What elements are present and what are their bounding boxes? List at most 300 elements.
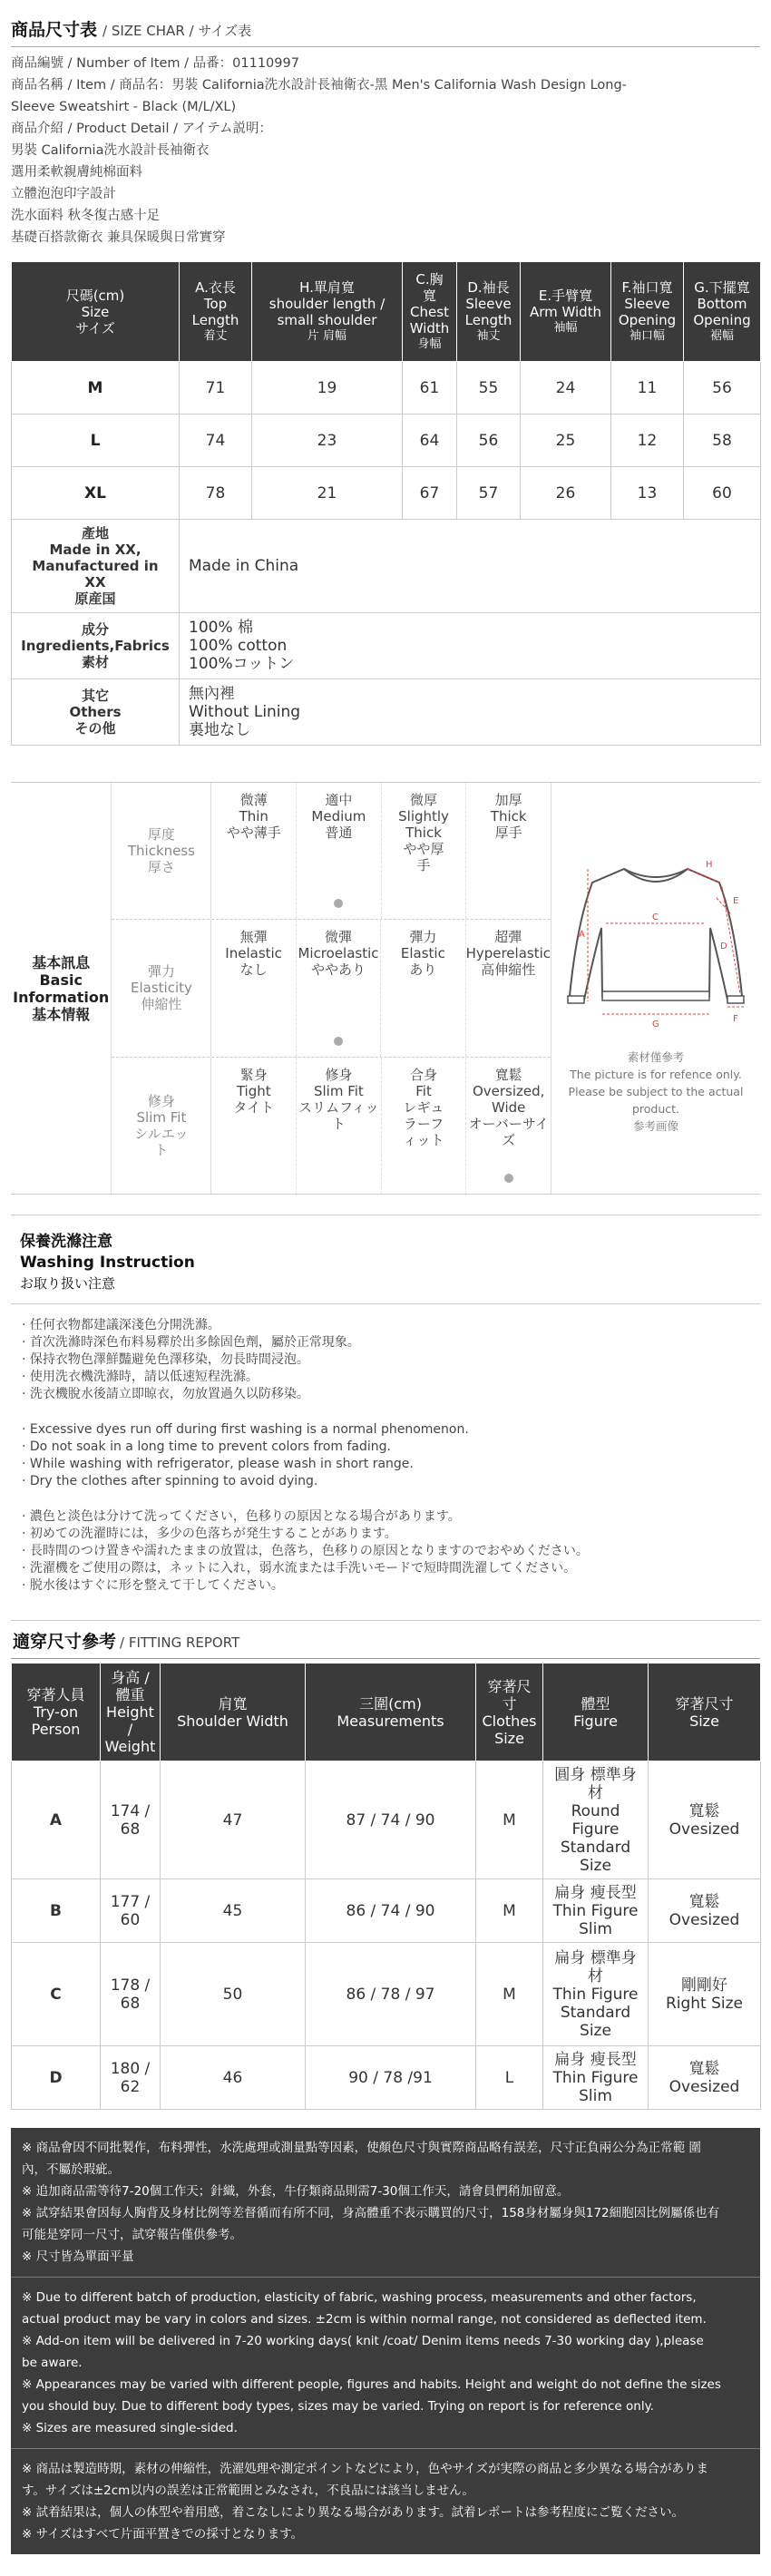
option-line: Slim Fit xyxy=(313,1082,364,1099)
cell-line: 材 xyxy=(588,1783,603,1802)
option-line: オーバーサイ xyxy=(468,1115,549,1132)
washing-line: · Do not soak in a long time to prevent colors from fading. xyxy=(22,1439,391,1454)
option-line: ややあり xyxy=(310,961,366,979)
washing-line: · 長時間のつけ置きや濡れたままの放置は，色落ち，色移りの原因となりますのでおやめください。 xyxy=(22,1544,589,1558)
garment-diagram-panel xyxy=(551,783,760,1194)
cell-line: Ovesized xyxy=(669,2077,740,2096)
option-line: Slightly xyxy=(398,808,449,825)
cell-line: Slim xyxy=(579,2086,612,2105)
header-line: 尺碼(cm) xyxy=(65,287,125,304)
size-value: 64 xyxy=(403,415,457,467)
header-line: Sleeve xyxy=(465,295,512,312)
header-line: サイズ xyxy=(75,319,115,337)
fit-option-slim xyxy=(297,1058,382,1194)
fit-option-tight xyxy=(211,1058,297,1194)
cell-line: Slim xyxy=(579,1919,612,1938)
header-line: E.手臂寬 xyxy=(538,287,593,304)
height-weight-header xyxy=(101,1664,161,1761)
selected-dot-icon xyxy=(504,1174,513,1183)
fit-size-cell xyxy=(649,1761,761,1879)
washing-line: · 濃色と淡色は分けて洗ってください，色移りの原因となる場合があります。 xyxy=(22,1509,461,1524)
header-line: Person xyxy=(31,1721,81,1738)
washing-line: · 任何衣物都建議深淺色分開洗滌。 xyxy=(22,1318,220,1332)
note-line: ※ Due to different batch of production, elasticity of fabric, washing process, measurements and other factors, xyxy=(22,2290,697,2305)
option-line: 手 xyxy=(416,857,431,873)
washing-line: · 脱水後はすぐに形を整えて干してください。 xyxy=(22,1578,284,1593)
option-line: Tight xyxy=(236,1082,271,1099)
info-line: 基礎百搭款衛衣 兼具保暖與日常實穿 xyxy=(11,230,226,245)
cell-line: 扁身 標準身 xyxy=(554,1948,637,1967)
selected-dot-icon xyxy=(334,1037,343,1046)
thickness-option-thin xyxy=(211,783,297,919)
note-line: ※ 尺寸皆為單面平量 xyxy=(22,2249,134,2264)
option-line: 超彈 xyxy=(494,929,522,946)
notes-chinese xyxy=(11,2128,760,2277)
header-line: 穿著尺 xyxy=(487,1677,532,1695)
size-value: 58 xyxy=(684,415,761,467)
note-line: ※ 商品は製造時期，素材の伸縮性，洗濯処理や測定ポイントなどにより，色やサイズが実際の商品と多少異なる場合がありま xyxy=(22,2462,709,2476)
title-main: 商品尺寸表 xyxy=(11,20,98,40)
person-cell: B xyxy=(12,1879,101,1943)
size-value: 26 xyxy=(521,467,611,520)
info-line: 商品介紹 / Product Detail / アイテム説明： xyxy=(11,122,273,136)
option-line: タイト xyxy=(233,1098,275,1116)
header-line: 着丈 xyxy=(203,328,228,343)
option-line: 普通 xyxy=(325,825,353,841)
washing-line: · 洗濯機をご使用の際は，ネットに入れ，弱水流または手洗いモードで短時間洗濯してください。 xyxy=(22,1561,577,1576)
basic-info-label xyxy=(11,783,112,1194)
option-line: Wide xyxy=(491,1098,526,1116)
fitting-row-b xyxy=(12,1879,761,1943)
note-line: ※ サイズはすべて片面平置きでの採寸となります。 xyxy=(22,2527,304,2542)
option-line: Microelastic xyxy=(298,945,379,962)
fit-size-cell xyxy=(649,2046,761,2110)
option-line: 高伸縮性 xyxy=(481,961,536,979)
header-line: 原産国 xyxy=(74,590,116,607)
shoulder-cell: 47 xyxy=(161,1761,306,1879)
header-line: XX xyxy=(84,574,106,590)
header-line: small shoulder xyxy=(277,311,377,328)
height-weight-cell xyxy=(101,1761,161,1879)
header-line: Shoulder Width xyxy=(177,1712,288,1730)
header-line: 穿著尺寸 xyxy=(675,1694,734,1712)
notes-english xyxy=(11,2277,760,2448)
height-weight-cell xyxy=(101,1943,161,2046)
cell-line: Thin Figure xyxy=(552,2068,639,2087)
note-line: ※ Add-on item will be delivered in 7-20 working days( knit /coat/ Denim items needs 7-30 working day ),please xyxy=(22,2334,704,2348)
info-line: 男裝 California洗水設計長袖衛衣 xyxy=(11,143,210,158)
note-line: 可能是穿同一尺寸，試穿報告僅供參考。 xyxy=(22,2228,242,2242)
col-arm-width-header xyxy=(521,262,611,362)
option-line: 寬鬆 xyxy=(494,1066,522,1083)
note-line: 內，不屬於瑕疵。 xyxy=(22,2162,120,2177)
title-sub: / SIZE CHAR / サイズ表 xyxy=(102,23,252,39)
shoulder-cell: 46 xyxy=(161,2046,306,2110)
origin-header xyxy=(12,520,180,613)
washing-section xyxy=(11,1215,760,1605)
height-weight-cell xyxy=(101,2046,161,2110)
shoulder-header xyxy=(161,1664,306,1761)
diagram-label: C xyxy=(652,912,659,922)
size-table-header xyxy=(12,262,761,362)
size-value: 56 xyxy=(457,415,521,467)
fabric-row xyxy=(12,613,761,679)
cell-line: 圓身 標準身 xyxy=(554,1765,637,1784)
header-line: 三圍(cm) xyxy=(359,1694,422,1712)
sweatshirt-diagram-icon xyxy=(561,842,751,1041)
size-value: 23 xyxy=(252,415,403,467)
washing-line: · 洗衣機脫水後請立即晾衣，勿放置過久以防移染。 xyxy=(22,1387,309,1401)
note-line: ※ 追加商品需等待7-20個工作天；針織，外套，牛仔類商品則需7-30個工作天，請會員們稍加留意。 xyxy=(22,2184,570,2199)
person-header xyxy=(12,1664,101,1761)
note-line: ※ Sizes are measured single-sided. xyxy=(22,2421,238,2435)
header-line: 素材 xyxy=(81,654,109,670)
value-line: Without Lining xyxy=(189,703,301,721)
option-line: スリムフィッ xyxy=(298,1098,379,1116)
cell-line: Thin Figure xyxy=(552,1985,639,2004)
col-sleeve-length-header xyxy=(457,262,521,362)
clothes-size-cell: M xyxy=(476,1879,543,1943)
option-line: レギュ xyxy=(403,1098,444,1116)
origin-value xyxy=(180,520,761,613)
note-line: be aware. xyxy=(22,2356,83,2370)
header-line: 成分 xyxy=(81,621,109,638)
title-line: Washing Instruction xyxy=(20,1254,195,1272)
cell-line: Size xyxy=(580,1856,611,1875)
fitting-title-sub: / FITTING REPORT xyxy=(120,1634,240,1651)
cell-line: 材 xyxy=(588,1966,603,1986)
label-line: 修身 xyxy=(147,1092,175,1109)
size-label: M xyxy=(12,362,180,415)
fabric-value xyxy=(180,613,761,679)
cell-line: 180 / xyxy=(110,2059,151,2078)
header-line: その他 xyxy=(74,720,116,737)
measurements-cell: 90 / 78 /91 xyxy=(306,2046,476,2110)
measurements-header xyxy=(306,1664,476,1761)
clothes-size-cell: M xyxy=(476,1943,543,2046)
header-line: Length xyxy=(191,311,239,328)
size-row-l xyxy=(12,415,761,467)
figure-cell xyxy=(543,1761,649,1879)
option-line: 無彈 xyxy=(239,929,268,946)
size-value: 78 xyxy=(180,467,252,520)
fit-size-header xyxy=(649,1664,761,1761)
size-value: 71 xyxy=(180,362,252,415)
option-line: Thick xyxy=(490,808,527,825)
cell-line: 60 xyxy=(120,1910,141,1929)
cell-line: Standard xyxy=(560,2003,631,2022)
label-line: Basic xyxy=(39,971,83,989)
shoulder-cell: 45 xyxy=(161,1879,306,1943)
washing-line: · Dry the clothes after spinning to avoid dying. xyxy=(22,1474,318,1488)
size-table xyxy=(11,261,761,746)
figure-header xyxy=(543,1664,649,1761)
option-line: 適中 xyxy=(325,792,353,808)
notes-japanese xyxy=(11,2448,760,2554)
option-line: なし xyxy=(239,961,268,979)
header-line: Bottom xyxy=(697,295,747,312)
basic-info-section xyxy=(11,782,760,1195)
note-line: ※ 試穿結果會因每人胸背及身材比例等差督循而有所不同，身高體重不表示購買的尺寸，158身材屬身與172細胞因比例屬係也有 xyxy=(22,2206,720,2220)
cell-line: 174 / xyxy=(110,1801,151,1820)
diagram-label: E xyxy=(733,896,739,906)
value-line: 裏地なし xyxy=(189,721,250,739)
header-line: F.袖口寬 xyxy=(621,278,673,296)
fitting-title xyxy=(11,1620,760,1659)
header-line: 袖丈 xyxy=(476,328,501,343)
header-line: G.下擺寬 xyxy=(694,278,750,296)
option-line: 微彈 xyxy=(324,929,352,946)
header-line: Length xyxy=(464,311,512,328)
cell-line: Ovesized xyxy=(669,1910,740,1929)
value-line: 100%コットン xyxy=(189,655,295,673)
size-label: XL xyxy=(12,467,180,520)
fitting-row-a xyxy=(12,1761,761,1879)
header-line: D.袖長 xyxy=(467,278,510,296)
note-line: The picture is for refence only. xyxy=(570,1068,742,1081)
header-line: Made in XX, xyxy=(49,542,142,558)
option-line: 加厚 xyxy=(494,792,522,808)
option-line: やや薄手 xyxy=(226,825,281,841)
option-line: 彈力 xyxy=(409,929,437,946)
value-line: Made in China xyxy=(189,557,299,575)
option-line: ト xyxy=(331,1115,346,1132)
title-line: 保養洗滌注意 xyxy=(20,1233,112,1251)
fitting-header-row xyxy=(12,1664,761,1761)
col-chest-header xyxy=(403,262,457,362)
others-header xyxy=(12,679,180,746)
note-line: actual product may be vary in colors and sizes. ±2cm is within normal range, not considered as deflected item. xyxy=(22,2312,707,2327)
clothes-size-cell: L xyxy=(476,2046,543,2110)
note-line: ※ 商品會因不同批製作，布料彈性，水洗處理或測量點等因素，使顏色尺寸與實際商品略有誤差，尺寸正負兩公分為正常範 圍 xyxy=(22,2141,701,2155)
others-row xyxy=(12,679,761,746)
cell-line: 寬鬆 xyxy=(688,1892,720,1911)
size-value: 13 xyxy=(611,467,684,520)
size-label: L xyxy=(12,415,180,467)
diagram-label: A xyxy=(579,930,585,940)
note-line: ※ Appearances may be varied with different people, figures and habits. Height and weight do not define the sizes xyxy=(22,2377,721,2392)
size-value: 56 xyxy=(684,362,761,415)
header-line: Others xyxy=(69,704,122,720)
size-value: 25 xyxy=(521,415,611,467)
label-line: Information xyxy=(13,988,110,1006)
others-value xyxy=(180,679,761,746)
note-line: product. xyxy=(631,1102,680,1116)
option-line: Thin xyxy=(239,808,268,825)
info-line: 商品名稱 / Item / 商品名：男裝 California洗水設計長袖衛衣-黑 Men's California Wash Design Long- xyxy=(11,78,627,93)
shoulder-cell: 50 xyxy=(161,1943,306,2046)
size-row-m xyxy=(12,362,761,415)
product-info xyxy=(11,53,760,249)
col-shoulder-header xyxy=(252,262,403,362)
header-line: 穿著人員 xyxy=(26,1686,85,1703)
header-line: 身幅 xyxy=(417,337,442,351)
cell-line: 178 / xyxy=(110,1976,151,1995)
size-value: 74 xyxy=(180,415,252,467)
option-line: Thick xyxy=(405,825,442,841)
size-value: 61 xyxy=(403,362,457,415)
label-line: Thickness xyxy=(127,843,195,860)
diagram-label: F xyxy=(733,1014,738,1024)
header-line: Chest xyxy=(410,303,449,320)
header-line: Weight xyxy=(104,1738,156,1755)
fit-option-oversized xyxy=(466,1058,551,1194)
washing-title xyxy=(11,1215,760,1304)
header-line: shoulder length / xyxy=(268,295,386,312)
note-line: ※ 試着結果は，個人の体型や着用感，着こなしにより異なる場合があります。試着レポートは参考程度にご覧ください。 xyxy=(22,2505,685,2520)
size-value: 11 xyxy=(611,362,684,415)
cell-line: Figure xyxy=(571,1820,620,1839)
value-line: 100% cotton xyxy=(189,637,288,655)
header-line: 體重 xyxy=(115,1686,145,1703)
person-cell: C xyxy=(12,1943,101,2046)
header-line: 片 肩幅 xyxy=(307,328,347,343)
diagram-label: H xyxy=(706,860,713,870)
cell-line: 寬鬆 xyxy=(688,1801,720,1820)
option-line: 合身 xyxy=(410,1066,438,1083)
header-line: / xyxy=(127,1721,133,1738)
size-value: 19 xyxy=(252,362,403,415)
info-line: 洗水面料 秋冬復古感十足 xyxy=(11,209,161,223)
size-value: 24 xyxy=(521,362,611,415)
header-line: 袖幅 xyxy=(553,320,578,335)
info-line: 商品編號 / Number of Item / 品番：01110997 xyxy=(11,56,299,71)
diagram-label: D xyxy=(720,942,727,951)
cell-line: Right Size xyxy=(665,1994,744,2013)
info-line: 立體泡泡印字設計 xyxy=(11,187,116,201)
header-line: Figure xyxy=(573,1712,618,1730)
height-weight-cell xyxy=(101,1879,161,1943)
fit-label xyxy=(112,1058,211,1194)
header-line: Try-on xyxy=(33,1703,79,1721)
fit-size-cell xyxy=(649,1879,761,1943)
option-line: 微薄 xyxy=(239,792,268,808)
col-sleeve-opening-header xyxy=(611,262,684,362)
header-line: 袖口幅 xyxy=(629,328,665,343)
label-line: 基本訊息 xyxy=(32,953,91,971)
washing-line: · 保持衣物色澤鮮豔避免色澤移染，勿長時間浸泡。 xyxy=(22,1352,309,1367)
thickness-option-slightly-thick xyxy=(382,783,467,919)
option-line: Hyperelastic xyxy=(465,945,551,962)
washing-body xyxy=(11,1304,760,1605)
cell-line: 寬鬆 xyxy=(688,2059,720,2078)
note-line: 参考画像 xyxy=(632,1119,678,1133)
option-line: やや厚 xyxy=(403,841,444,857)
header-line: Top xyxy=(203,295,228,312)
notes-panel xyxy=(11,2128,760,2554)
cell-line: 68 xyxy=(120,1994,141,2013)
elasticity-label xyxy=(112,920,211,1056)
measurements-cell: 86 / 74 / 90 xyxy=(306,1879,476,1943)
header-line: Measurements xyxy=(337,1712,444,1730)
elasticity-row xyxy=(112,920,551,1057)
fit-option-regular xyxy=(382,1058,467,1194)
note-line: す。サイズは±2cm以内の誤差は正常範囲とみなされ，不良品には該当しません。 xyxy=(22,2483,474,2498)
clothes-size-header xyxy=(476,1664,543,1761)
header-line: Sleeve xyxy=(624,295,670,312)
size-row-xl xyxy=(12,467,761,520)
option-line: 微厚 xyxy=(410,792,438,808)
label-line: 厚さ xyxy=(147,859,175,876)
selected-dot-icon xyxy=(334,899,343,908)
fabric-header xyxy=(12,613,180,679)
header-line: 寸 xyxy=(502,1694,517,1712)
label-line: シルエッ xyxy=(134,1125,189,1142)
size-value: 67 xyxy=(403,467,457,520)
note-line: Please be subject to the actual xyxy=(568,1085,744,1098)
header-line: Ingredients,Fabrics xyxy=(21,638,170,654)
figure-cell xyxy=(543,2046,649,2110)
washing-line: · Excessive dyes run off during first washing is a normal phenomenon. xyxy=(22,1422,469,1437)
header-line: 產地 xyxy=(81,525,109,542)
cell-line: Size xyxy=(580,2021,611,2040)
thickness-row xyxy=(112,783,551,920)
header-line: Opening xyxy=(618,311,677,328)
cell-line: 177 / xyxy=(110,1892,151,1911)
washing-line: · 使用洗衣機洗滌時，請以低速短程洗滌。 xyxy=(22,1370,259,1384)
header-line: Width xyxy=(409,319,450,337)
info-line: 選用柔軟親膚純棉面料 xyxy=(11,165,142,180)
size-value: 21 xyxy=(252,467,403,520)
cell-line: Round xyxy=(571,1801,620,1820)
fitting-row-d xyxy=(12,2046,761,2110)
header-line: Size xyxy=(689,1712,719,1730)
elasticity-option-elastic xyxy=(381,920,465,1056)
fitting-title-main: 適穿尺寸參考 xyxy=(13,1632,117,1652)
fitting-table xyxy=(11,1663,761,2110)
washing-line: · 初めての洗濯時には，多少の色落ちが発生することがあります。 xyxy=(22,1527,397,1541)
size-header xyxy=(12,262,180,362)
measurements-cell: 87 / 74 / 90 xyxy=(306,1761,476,1879)
header-line: Size xyxy=(81,303,110,320)
option-line: Fit xyxy=(415,1082,432,1099)
fit-row xyxy=(112,1058,551,1194)
washing-line: · While washing with refrigerator, please wash in short range. xyxy=(22,1457,414,1471)
elasticity-option-microelastic xyxy=(297,920,381,1056)
option-line: あり xyxy=(409,961,437,979)
label-line: 彈力 xyxy=(147,963,175,981)
option-line: ラーフ xyxy=(403,1115,444,1132)
size-chart-title xyxy=(11,9,760,47)
option-line: 厚手 xyxy=(494,825,522,841)
header-line: 體型 xyxy=(581,1694,610,1712)
header-line: H.單肩寬 xyxy=(299,278,355,296)
attribute-grid xyxy=(112,783,551,1194)
size-value: 57 xyxy=(457,467,521,520)
header-line: Opening xyxy=(693,311,751,328)
label-line: 基本情報 xyxy=(32,1005,91,1023)
header-line: Clothes xyxy=(482,1712,537,1730)
cell-line: 68 xyxy=(120,1820,141,1839)
cell-line: 62 xyxy=(120,2077,141,2096)
option-line: 緊身 xyxy=(239,1066,268,1083)
fitting-row-c xyxy=(12,1943,761,2046)
option-line: 修身 xyxy=(325,1066,353,1083)
label-line: ト xyxy=(154,1141,169,1158)
cell-line: 扁身 瘦長型 xyxy=(554,1883,637,1902)
person-cell: D xyxy=(12,2046,101,2110)
col-top-length-header xyxy=(180,262,252,362)
thickness-option-thick xyxy=(466,783,551,919)
note-line: you should buy. Due to different body types, sizes may be varied. Trying on report is for reference only. xyxy=(22,2399,654,2414)
option-line: Elastic xyxy=(400,945,445,962)
cell-line: 剛剛好 xyxy=(681,1976,727,1995)
origin-row xyxy=(12,520,761,613)
cell-line: Ovesized xyxy=(669,1820,740,1839)
label-line: 伸縮性 xyxy=(141,996,182,1013)
note-line: 素材僅參考 xyxy=(627,1050,685,1064)
option-line: ズ xyxy=(502,1131,516,1148)
